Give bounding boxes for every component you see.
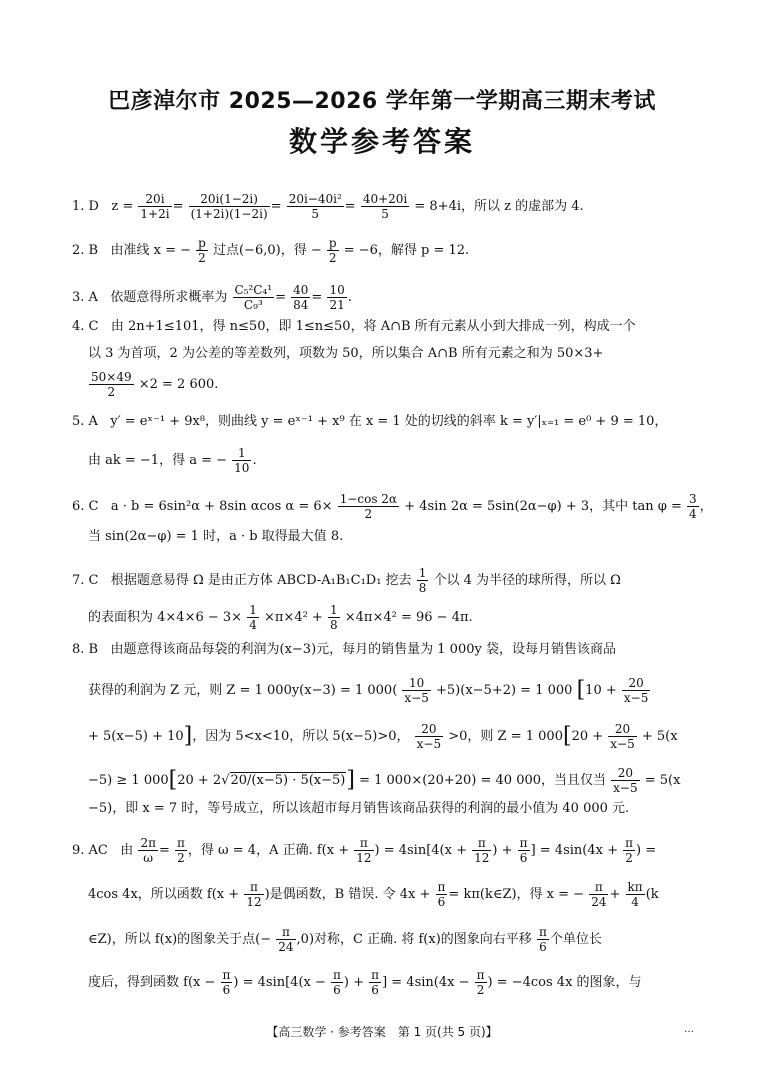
answer-5-line-1: 5. A y′ = eˣ⁻¹ + 9x⁸，则曲线 y = eˣ⁻¹ + x⁹ 在 x = 1 处的切线的斜率 k = y′|ₓ₌₁ = e⁰ + 9 = 10，: [72, 414, 668, 429]
answer-number: 9. AC: [72, 843, 108, 858]
answer-8-line-1: 8. B 由题意得该商品每袋的利润为(x−3)元，每月的销售量为 1 000y 袋，设每月销售该商品: [72, 642, 616, 657]
fraction: $\frac{3}{4}$: [689, 492, 697, 521]
fraction: $\frac{\text{C₅²C₄¹}}{\text{C₉³}}$: [234, 283, 273, 312]
corner-mark: …: [684, 1024, 694, 1035]
fraction: $\frac{1}{8}$: [329, 603, 338, 632]
fraction: $\frac{50\times 49}{2}$: [91, 370, 132, 399]
fraction: $\frac{2\pi}{\omega}$: [140, 836, 156, 865]
page-footer: 【高三数学 · 参考答案 第 1 页(共 5 页)】: [266, 1025, 498, 1039]
answer-number: 6. C: [72, 499, 99, 514]
answer-8-line-4: −5) ≥ 1 000[20 + 2√20/(x−5) · 5(x−5)] = 1 000×(20+20) = 40 000，当且仅当 $\frac{20}{x-5}$ = 5(x: [88, 766, 681, 795]
fraction: $\frac{\pi}{12}$: [246, 880, 262, 909]
fraction: $\frac{10}{21}$: [329, 283, 345, 312]
fraction: $\frac{\pi}{24}$: [591, 880, 607, 909]
fraction: $\frac{20i(1-2i)}{(1+2i)(1-2i)}$: [190, 192, 268, 221]
fraction: $\frac{\pi}{2}$: [177, 836, 185, 865]
fraction: $\frac{\pi}{12}$: [474, 836, 490, 865]
fraction: $\frac{\pi}{6}$: [538, 925, 547, 954]
fraction: $\frac{\pi}{6}$: [222, 968, 231, 997]
fraction: $\frac{\pi}{2}$: [476, 968, 485, 997]
answer-6-line-2: 当 sin(2α−φ) = 1 时，a · b 取得最大值 8.: [88, 529, 344, 544]
answer-9-line-2: 4cos 4x，所以函数 f(x + $\frac{\pi}{12}$ )是偶函数，B 错误. 令 4x + $\frac{\pi}{6}$ = kπ(k∈Z)，得 x = − $\frac{\pi}{24}$ + $\frac{k\pi}{4}$ (k: [88, 880, 659, 909]
fraction: $\frac{1}{10}$: [234, 446, 250, 475]
answer-1: 1. D z = $\frac{20i}{1+2i}$ = $\frac{20i(1-2i)}{(1+2i)(1-2i)}$ = $\frac{\text{20i−40i²}}{5}$ = $\frac{40+20i}{5}$ = 8+4i，所以 z 的虚部为 4.: [72, 192, 584, 221]
answer-9-line-4: 度后，得到函数 f(x − $\frac{\pi}{6}$ ) = 4sin[4(x − $\frac{\pi}{6}$ ) + $\frac{\pi}{6}$ ] = 4sin(4x − $\frac{\pi}{2}$ ) = −4cos 4x 的图象，与: [88, 968, 642, 997]
answer-number: 2. B: [72, 243, 99, 258]
answer-8-line-3: + 5(x−5) + 10]，因为 5<x<10，所以 5(x−5)>0， $\frac{20}{x-5}$ >0，则 Z = 1 000[20 + $\frac{20}{x-5}$ + 5(x: [88, 722, 678, 751]
fraction: $\frac{40}{84}$: [293, 283, 309, 312]
answer-3: 3. A 依题意得所求概率为 $\frac{\text{C₅²C₄¹}}{\text{C₉³}}$ = $\frac{40}{84}$ = $\frac{10}{21}$ .: [72, 283, 352, 312]
answer-8-line-2: 获得的利润为 Z 元，则 Z = 1 000y(x−3) = 1 000( $\frac{10}{x-5}$ +5)(x−5+2) = 1 000 [10 + $\frac{20}{x-5}$: [88, 676, 649, 705]
fraction: $\frac{20}{x-5}$: [610, 722, 635, 751]
answer-number: 3. A: [72, 290, 98, 305]
fraction: $\frac{\pi}{6}$: [519, 836, 528, 865]
fraction: $\frac{\pi}{6}$: [333, 968, 341, 997]
fraction: $\frac{p}{2}$: [198, 236, 206, 265]
fraction: $\frac{\pi}{2}$: [625, 836, 633, 865]
answer-key-title: 数学参考答案: [288, 125, 475, 158]
answer-7-line-2: 的表面积为 4×4×6 − 3× $\frac{1}{4}$ ×π×4² + $\frac{1}{8}$ ×4π×4² = 96 − 4π.: [88, 603, 473, 632]
fraction: $\frac{\pi}{24}$: [278, 925, 294, 954]
fraction: $\frac{1}{4}$: [249, 603, 257, 632]
answer-4-line-2: 以 3 为首项，2 为公差的等差数列，项数为 50，所以集合 A∩B 所有元素之和为 50×3+: [88, 346, 604, 361]
fraction: $\frac{\pi}{6}$: [437, 880, 446, 909]
radicand: 20/(x−5) · 5(x−5): [230, 773, 346, 788]
answer-8-line-5: −5)，即 x = 7 时，等号成立，所以该超市每月销售该商品获得的利润的最小值为 40 000 元.: [88, 801, 630, 816]
answer-4-line-3: $\frac{50\times 49}{2}$ ×2 = 2 600.: [91, 370, 219, 399]
answer-number: 8. B: [72, 642, 99, 657]
answer-5-line-2: 由 ak = −1，得 a = − $\frac{1}{10}$ .: [88, 446, 257, 475]
answer-number: 5. A: [72, 414, 98, 429]
fraction: $\frac{1}{8}$: [418, 566, 427, 595]
fraction: $\frac{\text{20i−40i²}}{5}$: [288, 192, 342, 221]
fraction: $\frac{20}{x-5}$: [623, 676, 649, 705]
fraction: $\frac{1-\cos 2\alpha}{2}$: [339, 492, 398, 521]
fraction: $\frac{20i}{1+2i}$: [140, 192, 170, 221]
answer-2: 2. B 由准线 x = − $\frac{p}{2}$ 过点(−6,0)，得 − $\frac{p}{2}$ = −6，解得 p = 12.: [72, 236, 470, 265]
answer-9-line-3: ∈Z)，所以 f(x)的图象关于点(− $\frac{\pi}{24}$ ,0)对称，C 正确. 将 f(x)的图象向右平移 $\frac{\pi}{6}$ 个单位长: [88, 925, 602, 954]
answer-6-line-1: 6. C a · b = 6sin²α + 8sin αcos α = 6× $\frac{1-\cos 2\alpha}{2}$ + 4sin 2α = 5sin(2α−φ) + 3，其中 tan φ = $\frac{3}{4}$ ，: [72, 492, 713, 521]
fraction: $\frac{20}{x-5}$: [613, 766, 638, 795]
fraction: $\frac{10}{x-5}$: [404, 676, 429, 705]
answer-4-line-1: 4. C 由 2n+1≤101，得 n≤50，即 1≤n≤50，将 A∩B 所有元素从小到大排成一列，构成一个: [72, 319, 636, 334]
fraction: $\frac{20}{x-5}$: [416, 722, 442, 751]
fraction: $\frac{40+20i}{5}$: [362, 192, 408, 221]
answer-number: 4. C: [72, 319, 99, 334]
answer-number: 1. D: [72, 199, 99, 214]
fraction: $\frac{k\pi}{4}$: [627, 880, 643, 909]
fraction: $\frac{\pi}{6}$: [371, 968, 380, 997]
exam-title: 巴彦淖尔市 2025—2026 学年第一学期高三期末考试: [108, 89, 656, 114]
answer-9-line-1: 9. AC 由 $\frac{2\pi}{\omega}$ = $\frac{\pi}{2}$ ，得 ω = 4，A 正确. f(x + $\frac{\pi}{12}$ ) = 4sin[4(x + $\frac{\pi}{12}$ ) + $\frac{\pi}{6}$ ] = 4sin(4x + $\frac{\pi}{2}$ ) =: [72, 836, 657, 865]
answer-7-line-1: 7. C 根据题意易得 Ω 是由正方体 ABCD-A₁B₁C₁D₁ 挖去 $\frac{1}{8}$ 个以 4 为半径的球所得，所以 Ω: [72, 566, 621, 595]
answer-number: 7. C: [72, 573, 99, 588]
fraction: $\frac{\pi}{12}$: [356, 836, 372, 865]
fraction: $\frac{p}{2}$: [328, 236, 337, 265]
